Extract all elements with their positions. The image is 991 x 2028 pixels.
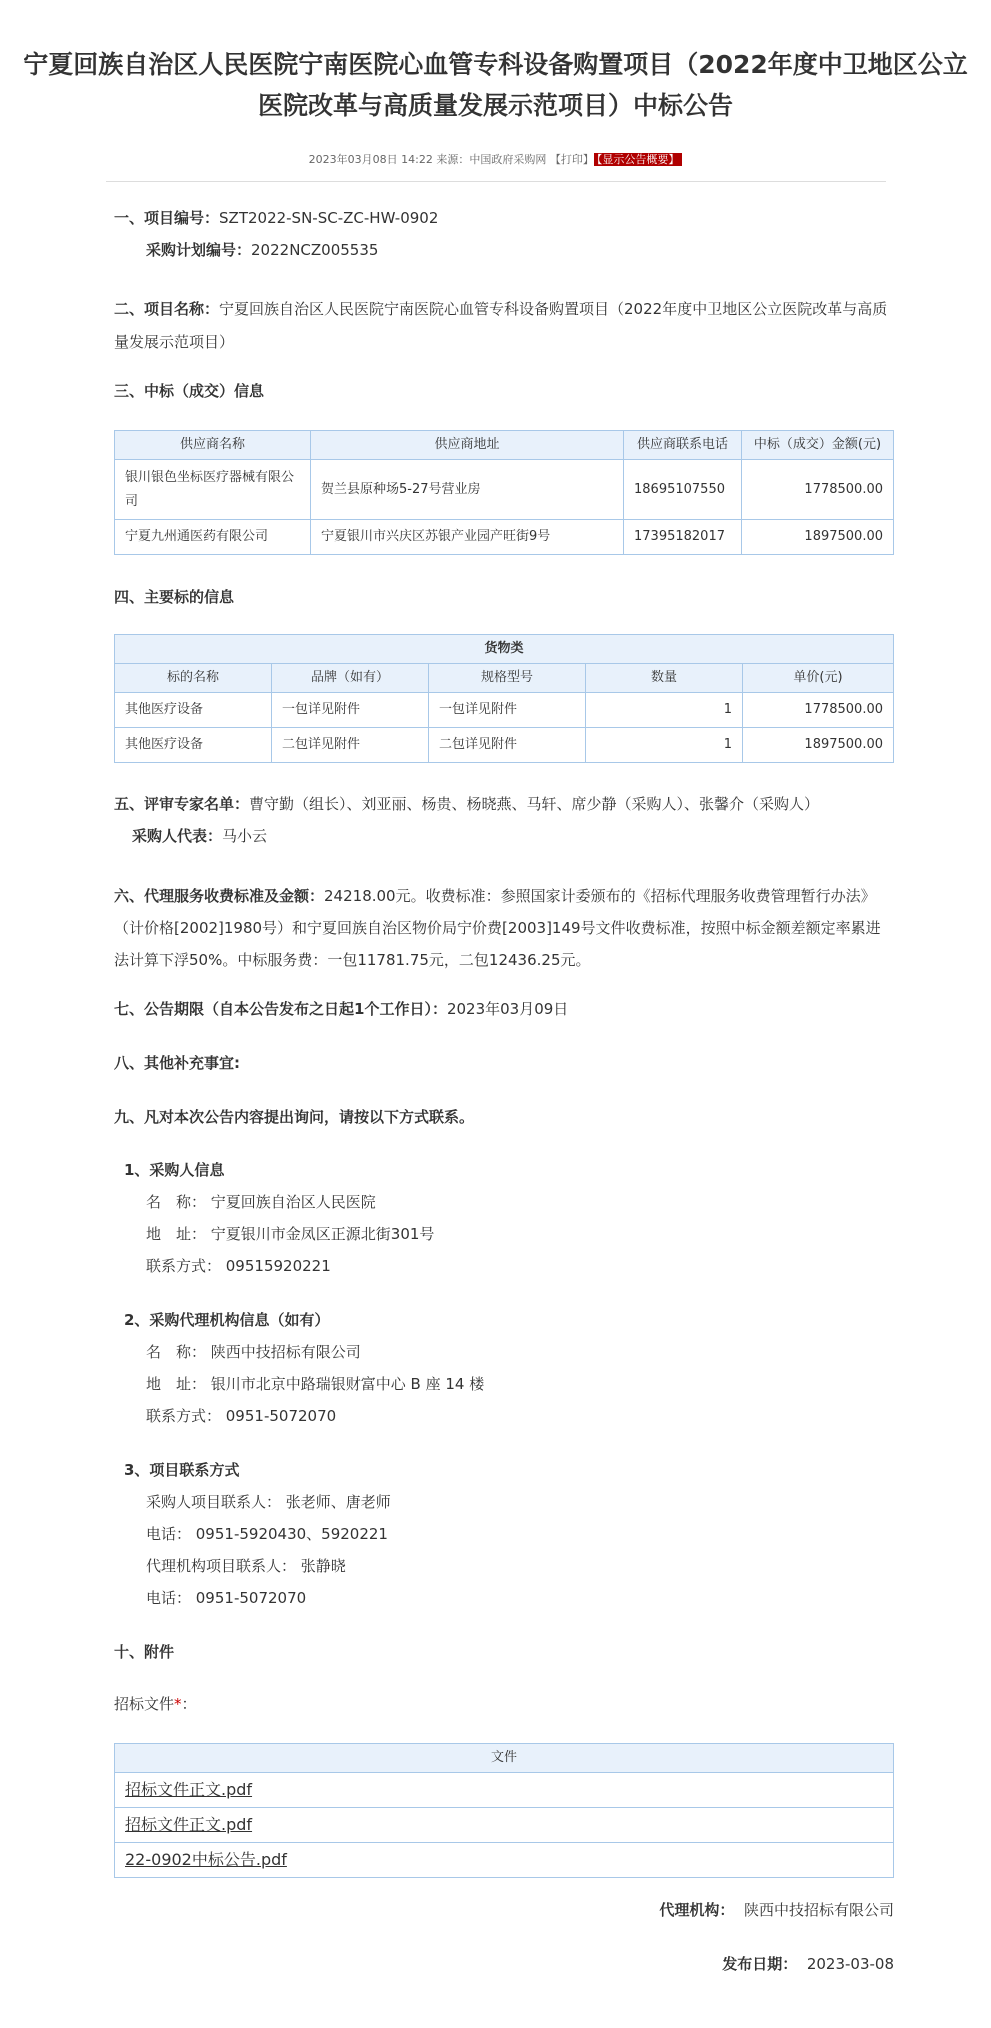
fee-value: 24218.00元。收费标准：参照国家计委颁布的《招标代理服务收费管理暂行办法》（计价格[2002]1980号）和宁夏回族自治区物价局宁价费[2003]149号文件收费标准，按照中标金额差额定率累进法计算下浮50%。中标服务费：一包11781.75元，二包12436.25元。 (114, 887, 881, 969)
contact-2-name: 名 称： 陕西中技招标有限公司 (146, 1343, 361, 1361)
award-table (114, 430, 894, 555)
items-col-header: 单价(元) (743, 664, 894, 693)
table-row (115, 1773, 894, 1808)
award-col-header: 中标（成交）金额(元) (742, 431, 894, 460)
items-table (114, 634, 894, 763)
project-name-label: 二、项目名称： (114, 300, 220, 318)
section-10-heading: 十、附件 (114, 1643, 175, 1661)
section-7 (114, 999, 894, 1019)
award-col-header: 供应商联系电话 (624, 431, 742, 460)
table-row (115, 1843, 894, 1878)
agency-value: 陕西中技招标有限公司 (743, 1901, 894, 1919)
plan-number (114, 240, 926, 260)
contact-3-line: 电话： 0951-5072070 (146, 1589, 307, 1607)
date-label: 发布日期： (722, 1955, 798, 1973)
experts-value: 曹守勤（组长）、刘亚丽、杨贵、杨晓燕、马轩、席少静（采购人）、张馨介（采购人） (249, 795, 820, 813)
table-cell: 一包详见附件 (272, 693, 429, 728)
contact-2-phone: 联系方式： 0951-5072070 (146, 1407, 337, 1425)
table-cell: 17395182017 (624, 520, 742, 555)
table-cell: 其他医疗设备 (115, 728, 272, 763)
section-1 (114, 208, 894, 228)
contact-1-phone: 联系方式： 09515920221 (146, 1257, 331, 1275)
section-6 (114, 880, 894, 976)
table-cell: 贺兰县原种场5-27号营业房 (311, 460, 624, 520)
source-label: 来源： (436, 153, 470, 166)
attachment-label (114, 1694, 894, 1714)
table-cell: 1 (586, 693, 743, 728)
contact-3-line: 电话： 0951-5920430、5920221 (146, 1525, 388, 1543)
date-footer (114, 1954, 894, 1974)
items-col-header: 品牌（如有） (272, 664, 429, 693)
meta-line (0, 152, 991, 168)
attachment-label-text: 招标文件 (114, 1695, 175, 1713)
table-cell: 1897500.00 (742, 520, 894, 555)
contact-2-heading: 2、采购代理机构信息（如有） (124, 1311, 330, 1329)
notice-period-value: 2023年03月09日 (446, 1000, 569, 1018)
contact-3-line: 采购人项目联系人： 张老师、唐老师 (146, 1493, 391, 1511)
table-cell: 1778500.00 (742, 460, 894, 520)
purchaser-rep-value: 马小云 (222, 827, 268, 845)
project-number-label: 一、项目编号： (114, 209, 220, 227)
award-col-header: 供应商地址 (311, 431, 624, 460)
section-2 (114, 293, 894, 359)
table-row (115, 728, 894, 763)
items-col-header: 标的名称 (115, 664, 272, 693)
table-cell: 宁夏银川市兴庆区苏银产业园产旺街9号 (311, 520, 624, 555)
attachment-link[interactable]: 招标文件正文.pdf (125, 1815, 253, 1834)
project-number-value: SZT2022-SN-SC-ZC-HW-0902 (219, 209, 439, 227)
table-row (115, 693, 894, 728)
contact-2-address: 地 址： 银川市北京中路瑞银财富中心 B 座 14 楼 (146, 1375, 485, 1393)
table-cell: 一包详见附件 (429, 693, 586, 728)
table-cell: 1 (586, 728, 743, 763)
table-row (115, 520, 894, 555)
date-value: 2023-03-08 (806, 1955, 894, 1973)
items-group-header: 货物类 (115, 635, 894, 664)
purchaser-rep-label: 采购人代表： (132, 827, 223, 845)
section-8-heading: 八、其他补充事宜: (114, 1054, 240, 1072)
plan-number-label: 采购计划编号： (146, 241, 252, 259)
award-col-header: 供应商名称 (115, 431, 311, 460)
page-title: 宁夏回族自治区人民医院宁南医院心血管专科设备购置项目（2022年度中卫地区公立医院改革与高质量发展示范项目）中标公告 (23, 50, 968, 120)
notice-period-label: 七、公告期限（自本公告发布之日起1个工作日）： (114, 1000, 447, 1018)
attachment-link[interactable]: 招标文件正文.pdf (125, 1780, 253, 1799)
contact-3-line: 代理机构项目联系人： 张静晓 (146, 1557, 346, 1575)
purchaser-rep (114, 826, 912, 846)
print-link[interactable]: 【打印】 (549, 153, 594, 166)
table-cell: 宁夏九州通医药有限公司 (115, 520, 311, 555)
agency-label: 代理机构： (659, 1901, 735, 1919)
files-col-header: 文件 (115, 1744, 894, 1773)
items-col-header: 规格型号 (429, 664, 586, 693)
attachment-colon: ： (181, 1695, 197, 1713)
contact-1-heading: 1、采购人信息 (124, 1161, 225, 1179)
table-cell: 二包详见附件 (429, 728, 586, 763)
fee-label: 六、代理服务收费标准及金额： (114, 887, 325, 905)
contact-1-name: 名 称： 宁夏回族自治区人民医院 (146, 1193, 376, 1211)
table-cell: 1778500.00 (743, 693, 894, 728)
section-5 (114, 794, 894, 814)
contact-3-heading: 3、项目联系方式 (124, 1461, 240, 1479)
plan-number-value: 2022NCZ005535 (251, 241, 379, 259)
publish-datetime: 2023年03月08日 14:22 (308, 153, 433, 166)
table-cell: 二包详见附件 (272, 728, 429, 763)
table-row (115, 460, 894, 520)
items-col-header: 数量 (586, 664, 743, 693)
experts-label: 五、评审专家名单： (114, 795, 250, 813)
required-star: * (174, 1695, 182, 1713)
table-row (115, 1808, 894, 1843)
table-cell: 银川银色坐标医疗器械有限公司 (115, 460, 311, 520)
section-4-heading: 四、主要标的信息 (114, 588, 235, 606)
attachment-link[interactable]: 22-0902中标公告.pdf (125, 1850, 287, 1869)
source-name: 中国政府采购网 (469, 153, 547, 166)
summary-toggle-button[interactable]: 【显示公告概要】 (594, 153, 683, 166)
table-cell: 1897500.00 (743, 728, 894, 763)
table-cell: 18695107550 (624, 460, 742, 520)
table-cell: 其他医疗设备 (115, 693, 272, 728)
agency-footer (114, 1900, 894, 1920)
section-3-heading: 三、中标（成交）信息 (114, 382, 265, 400)
divider (106, 181, 886, 182)
section-9-heading: 九、凡对本次公告内容提出询问，请按以下方式联系。 (114, 1108, 475, 1126)
contact-1-address: 地 址： 宁夏银川市金凤区正源北街301号 (146, 1225, 435, 1243)
attachments-table (114, 1743, 894, 1878)
project-name-value: 宁夏回族自治区人民医院宁南医院心血管专科设备购置项目（2022年度中卫地区公立医院改革与高质量发展示范项目） (114, 300, 888, 351)
